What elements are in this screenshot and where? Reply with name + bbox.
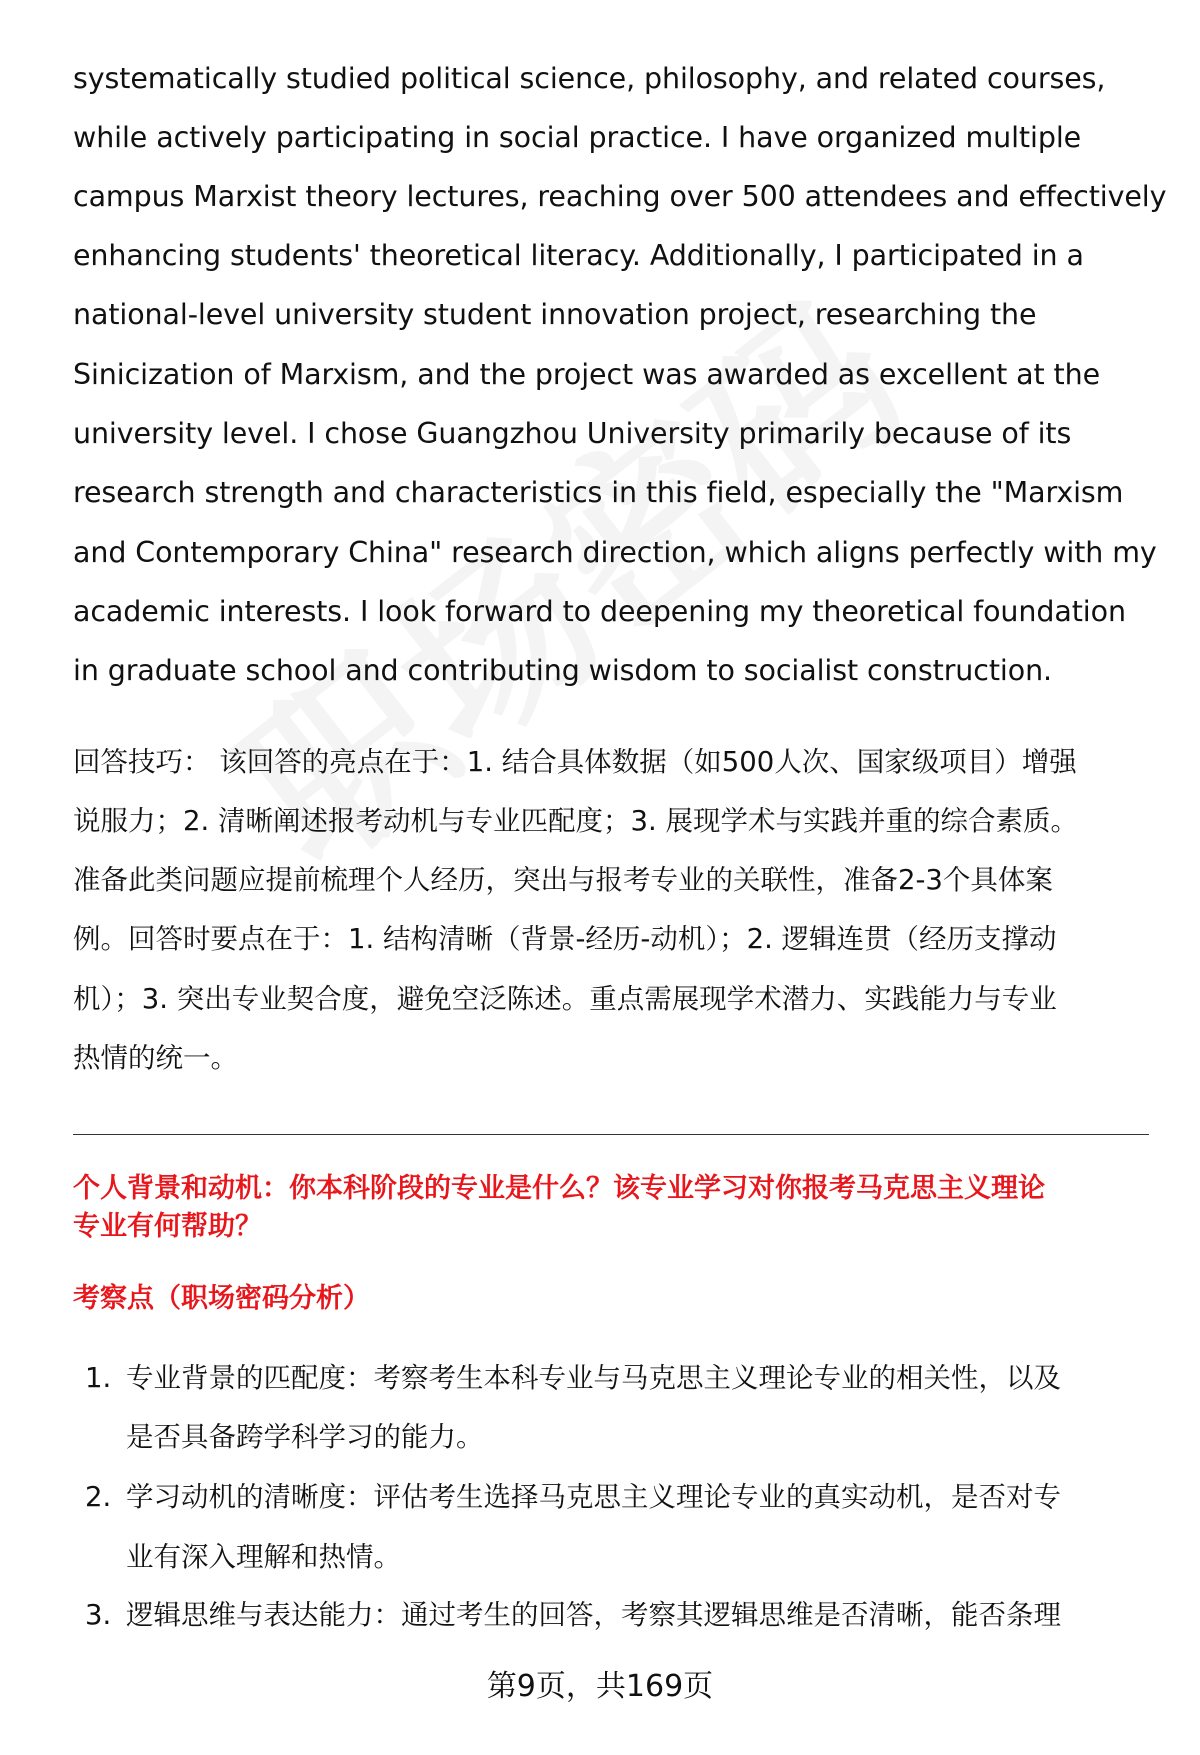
text-line: academic interests. I look forward to deepening my theoretical foundation [73,595,1126,628]
section-divider [73,1134,1149,1135]
text-line: and Contemporary China" research direction, which aligns perfectly with my [73,536,1157,569]
text-line: 热情的统一。 [73,1042,238,1074]
list-number: 2. [85,1481,112,1513]
text-line: national-level university student innovation project, researching the [73,298,1037,331]
text-line: 机）；3. 突出专业契合度，避免空泛陈述。重点需展现学术潜力、实践能力与专业 [73,983,1057,1015]
text-line: research strength and characteristics in this field, especially the "Marxism [73,476,1124,509]
list-item-line: 业有深入理解和热情。 [126,1541,401,1573]
text-line: university level. I chose Guangzhou University primarily because of its [73,417,1072,450]
text-line: in graduate school and contributing wisdom to socialist construction. [73,654,1052,687]
page-number: 第9页，共169页 [486,1669,714,1704]
text-line: 说服力；2. 清晰阐述报考动机与专业匹配度；3. 展现学术与实践并重的综合素质。 [73,805,1078,837]
text-line: 回答技巧： 该回答的亮点在于：1. 结合具体数据（如500人次、国家级项目）增强 [73,746,1077,778]
question-line: 个人背景和动机：你本科阶段的专业是什么？该专业学习对你报考马克思主义理论 [73,1173,1045,1204]
text-line: while actively participating in social practice. I have organized multiple [73,121,1082,154]
text-line: 准备此类问题应提前梳理个人经历，突出与报考专业的关联性，准备2-3个具体案 [73,864,1053,896]
text-line: enhancing students' theoretical literacy. Additionally, I participated in a [73,239,1084,272]
text-line: campus Marxist theory lectures, reaching over 500 attendees and effectively [73,180,1167,213]
list-item-line: 是否具备跨学科学习的能力。 [126,1421,484,1453]
text-line: systematically studied political science, philosophy, and related courses, [73,62,1106,95]
text-line: 例。回答时要点在于：1. 结构清晰（背景-经历-动机）；2. 逻辑连贯（经历支撑动 [73,923,1057,955]
list-item-line: 学习动机的清晰度：评估考生选择马克思主义理论专业的真实动机，是否对专 [126,1481,1061,1513]
question-line: 专业有何帮助？ [73,1211,262,1242]
list-item-line: 专业背景的匹配度：考察考生本科专业与马克思主义理论专业的相关性，以及 [126,1362,1061,1394]
list-item-line: 逻辑思维与表达能力：通过考生的回答，考察其逻辑思维是否清晰，能否条理 [126,1599,1061,1631]
list-number: 3. [85,1599,112,1631]
list-number: 1. [85,1362,112,1394]
text-line: Sinicization of Marxism, and the project was awarded as excellent at the [73,358,1101,391]
subheading: 考察点（职场密码分析） [73,1283,370,1314]
